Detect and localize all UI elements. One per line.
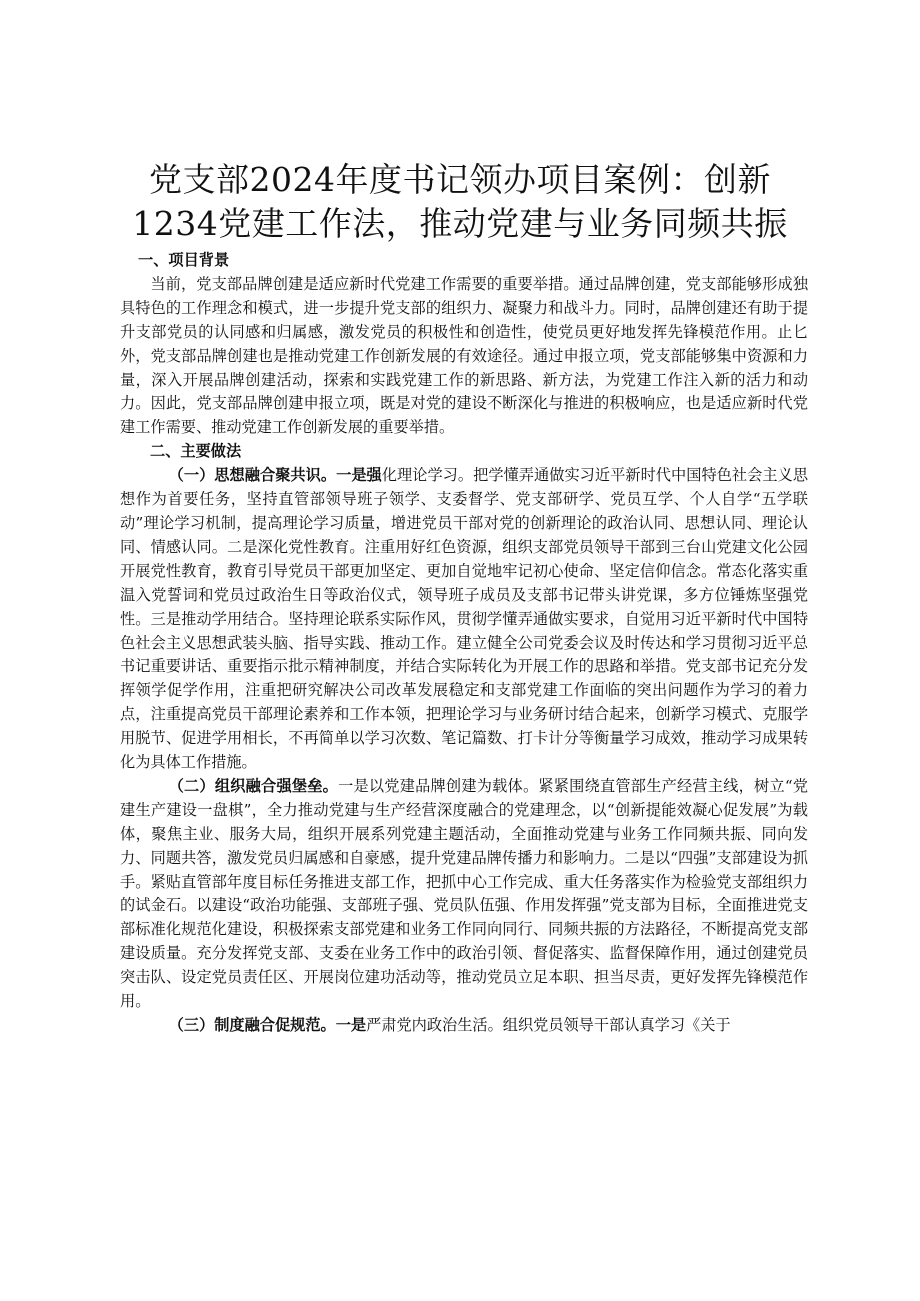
practice-2-text: 一是以党建品牌创建为载体。紧紧围绕直管部生产经营主线，树立“党建生产建设一盘棋”，全力推动党建与生产经营深度融合的党建理念，以“创新提能效凝心促发展”为载体，聚焦主业、服务大局，组织开展系列党建主题活动，全面推动党建与业务工作同频共振、同向发力、同题共答，激发党员归属感和自豪感，提升党建品牌传播力和影响力。二是以“四强”支部建设为抓手。紧贴直管部年度目标任务推进支部工作，把抓中心工作完成、重大任务落实作为检验党支部组织力的试金石。以建设“政治功能强、支部班子强、党员队伍强、作用发挥强”党支部为目标，全面推进党支部标准化规范化建设，积极探索支部党建和业务工作同向同行、同频共振的方法路径，不断提高党支部建设质量。充分发挥党支部、支委在业务工作中的政治引领、督促落实、监督保障作用，通过创建党员突击队、设定党员责任区、开展岗位建功活动等，推动党员立足本职、担当尽责，更好发挥先锋模范作用。	[120, 776, 809, 1011]
practice-2-lead: （二）组织融合强堡垒。	[168, 776, 339, 795]
practice-1-text: 化理论学习。把学懂弄通做实习近平新时代中国特色社会主义思想作为首要任务，坚持直管部领导班子领学、支委督学、党支部研学、党员互学、个人自学“五学联动”理论学习机制，提高理论学习质量，增进党员干部对党的创新理论的政治认同、思想认同、理论认同、情感认同。二是深化党性教育。注重用好红色资源，组织支部党员领导干部到三台山党建文化公园开展党性教育，教育引导党员干部更加坚定、更加自觉地牢记初心使命、坚定信仰信念。常态化落实重温入党誓词和党员过政治生日等政治仪式，领导班子成员及支部书记带头讲党课，多方位锤炼坚强党性。三是推动学用结合。坚持理论联系实际作风，贯彻学懂弄通做实要求，自觉用习近平新时代中国特色社会主义思想武装头脑、指导实践、推动工作。建立健全公司党委会议及时传达和学习贯彻习近平总书记重要讲话、重要指示批示精神制度，并结合实际转化为开展工作的思路和举措。党支部书记充分发挥领学促学作用，注重把研究解决公司改革发展稳定和支部党建工作面临的突出问题作为学习的着力点，注重提高党员干部理论素养和工作本领，把理论学习与业务研讨结合起来，创新学习模式、克服学用脱节、促进学用相长，不再简单以学习次数、笔记篇数、打卡计分等衡量学习成效，推动学习成果转化为具体工作措施。	[120, 466, 809, 772]
document-body	[120, 249, 808, 1038]
practice-3-lead: （三）制度融合促规范。一是	[168, 1016, 367, 1034]
practice-paragraph-3	[120, 1014, 808, 1038]
title-line-1: 党支部2024年度书记领办项目案例：创新	[149, 160, 771, 199]
practice-paragraph-2	[120, 775, 808, 1014]
section-heading-background: 一、项目背景	[138, 251, 230, 269]
section-heading-practices: 二、主要做法	[150, 442, 242, 461]
practice-paragraph-1	[120, 464, 808, 775]
practice-3-text: 严肃党内政治生活。组织党员领导干部认真学习《关于	[366, 1016, 731, 1034]
title-line-2: 1234党建工作法，推动党建与业务同频共振	[132, 204, 788, 243]
document-title	[110, 158, 810, 246]
background-paragraph: 当前，党支部品牌创建是适应新时代党建工作需要的重要举措。通过品牌创建，党支部能够形成独具特色的工作理念和模式，进一步提升党支部的组织力、凝聚力和战斗力。同时，品牌创建还有助于提升支部党员的认同感和归属感，激发党员的积极性和创造性，使党员更好地发挥先锋模范作用。止匕外，党支部品牌创建也是推动党建工作创新发展的有效途径。通过申报立项，党支部能够集中资源和力量，深入开展品牌创建活动，探索和实践党建工作的新思路、新方法，为党建工作注入新的活力和动力。因此，党支部品牌创建申报立项，既是对党的建设不断深化与推进的积极响应，也是适应新时代党建工作需要、推动党建工作创新发展的重要举措。	[120, 274, 808, 437]
practice-1-lead: （一）思想融合聚共识。一是强	[168, 466, 382, 485]
